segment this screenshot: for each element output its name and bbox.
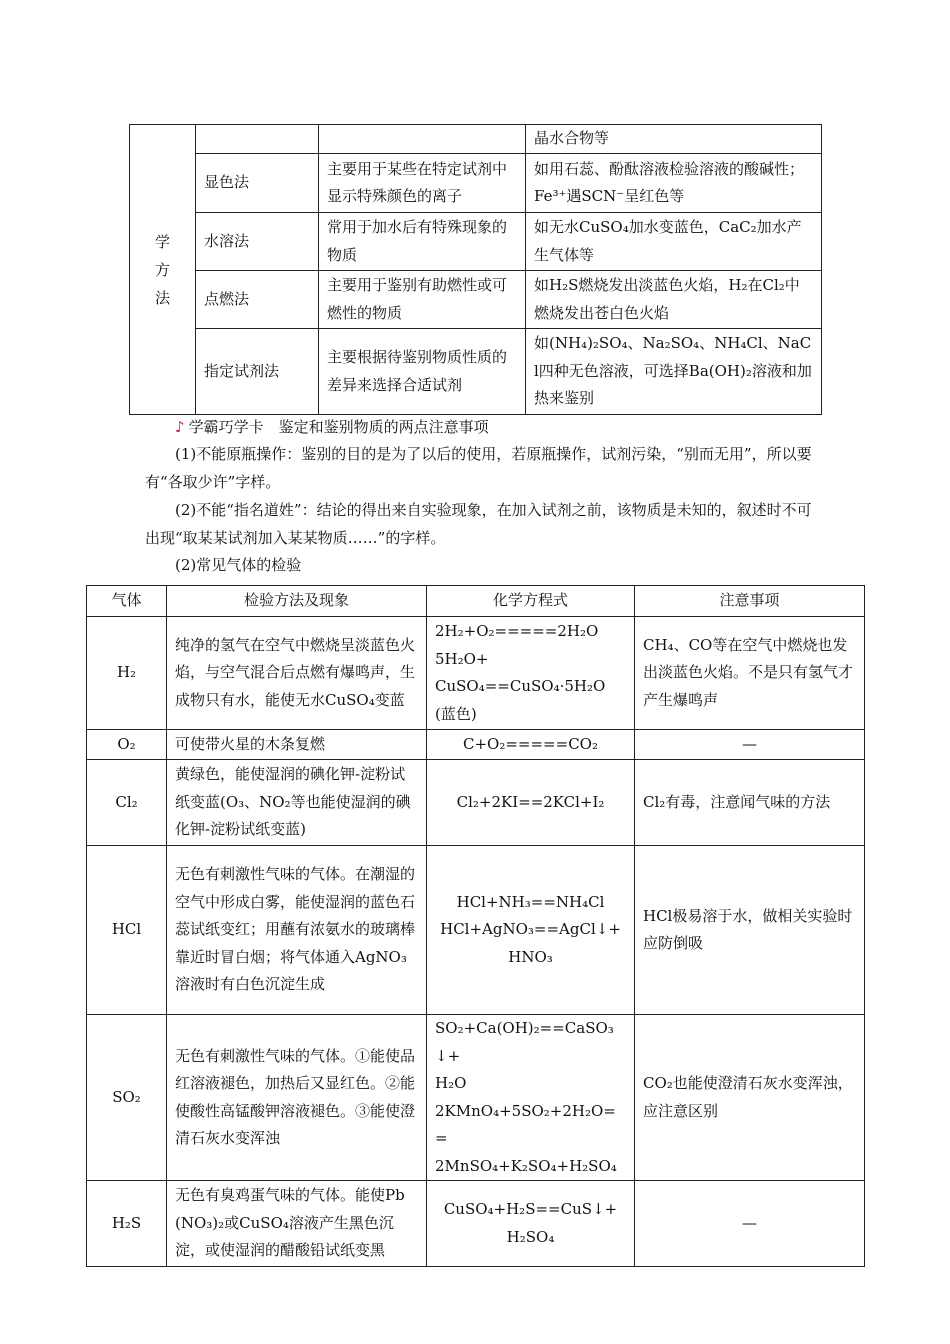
gas-detection-table bbox=[86, 585, 865, 1267]
method-example: 如(NH₄)₂SO₄、Na₂SO₄、NH₄Cl、NaCl四种无色溶液，可选择Ba(OH)₂溶液和加热来鉴别 bbox=[526, 329, 822, 415]
equation-cell: HCl+NH₃==NH₄Cl HCl+AgNO₃==AgCl↓+ HNO₃ bbox=[427, 846, 635, 1015]
method-use: 主要根据待鉴别物质性质的差异来选择合适试剂 bbox=[319, 329, 526, 415]
note-cell: CO₂也能使澄清石灰水变浑浊，应注意区别 bbox=[635, 1015, 865, 1181]
table-row bbox=[87, 730, 865, 760]
gas-cell: SO₂ bbox=[87, 1015, 167, 1181]
method-use: 常用于加水后有特殊现象的物质 bbox=[319, 213, 526, 271]
method-cell: 无色有刺激性气味的气体。在潮湿的空气中形成白雾，能使湿润的蓝色石蕊试纸变红；用蘸有浓氨水的玻璃棒靠近时冒白烟；将气体通入AgNO₃溶液时有白色沉淀生成 bbox=[167, 846, 427, 1015]
equation-cell: SO₂+Ca(OH)₂==CaSO₃↓+ H₂O 2KMnO₄+5SO₂+2H₂O== 2MnSO₄+K₂SO₄+H₂SO₄ bbox=[427, 1015, 635, 1181]
method-name bbox=[196, 125, 319, 154]
category-label: 学 方 法 bbox=[154, 232, 170, 307]
method-cell: 无色有刺激性气味的气体。①能使品红溶液褪色，加热后又显红色。②能使酸性高锰酸钾溶液褪色。③能使澄清石灰水变浑浊 bbox=[167, 1015, 427, 1181]
tip-title: 学霸巧学卡 鉴定和鉴别物质的两点注意事项 bbox=[188, 418, 489, 436]
method-example: 晶水合物等 bbox=[526, 125, 822, 154]
note-cell: HCl极易溶于水，做相关实验时应防倒吸 bbox=[635, 846, 865, 1015]
equation-cell: 2H₂+O₂=====2H₂O 5H₂O+ CuSO₄==CuSO₄·5H₂O(蓝色) bbox=[427, 617, 635, 730]
tip-paragraph-2: (2)不能“指名道姓”：结论的得出来自实验现象，在加入试剂之前，该物质是未知的，叙述时不可出现“取某某试剂加入某某物质……”的字样。 bbox=[145, 501, 812, 547]
method-example: 如H₂S燃烧发出淡蓝色火焰，H₂在Cl₂中燃烧发出苍白色火焰 bbox=[526, 271, 822, 329]
method-name: 点燃法 bbox=[196, 271, 319, 329]
category-cell bbox=[130, 125, 196, 415]
method-example: 如无水CuSO₄加水变蓝色，CaC₂加水产生气体等 bbox=[526, 213, 822, 271]
note-cell: CH₄、CO等在空气中燃烧也发出淡蓝色火焰。不是只有氢气才产生爆鸣声 bbox=[635, 617, 865, 730]
gas-cell: H₂S bbox=[87, 1181, 167, 1267]
note-cell: — bbox=[635, 730, 865, 760]
method-use: 主要用于鉴别有助燃性或可燃性的物质 bbox=[319, 271, 526, 329]
equation-cell: CuSO₄+H₂S==CuS↓+ H₂SO₄ bbox=[427, 1181, 635, 1267]
gas-cell: H₂ bbox=[87, 617, 167, 730]
method-cell: 纯净的氢气在空气中燃烧呈淡蓝色火焰，与空气混合后点燃有爆鸣声，生成物只有水，能使无水CuSO₄变蓝 bbox=[167, 617, 427, 730]
table-row bbox=[87, 1015, 865, 1181]
tip-icon: ♪ bbox=[175, 418, 185, 436]
table-row bbox=[87, 846, 865, 1015]
header-equation: 化学方程式 bbox=[427, 586, 635, 617]
note-cell: Cl₂有毒，注意闻气味的方法 bbox=[635, 760, 865, 846]
method-name: 水溶法 bbox=[196, 213, 319, 271]
note-cell: — bbox=[635, 1181, 865, 1267]
tip-heading bbox=[175, 414, 489, 441]
method-use: 主要用于某些在特定试剂中显示特殊颜色的离子 bbox=[319, 154, 526, 213]
identification-methods-table bbox=[129, 124, 822, 415]
method-use bbox=[319, 125, 526, 154]
method-cell: 可使带火星的木条复燃 bbox=[167, 730, 427, 760]
equation-cell: C+O₂=====CO₂ bbox=[427, 730, 635, 760]
header-gas: 气体 bbox=[87, 586, 167, 617]
gas-cell: HCl bbox=[87, 846, 167, 1015]
equation-cell: Cl₂+2KI==2KCl+I₂ bbox=[427, 760, 635, 846]
tip-paragraph-1: (1)不能原瓶操作：鉴别的目的是为了以后的使用，若原瓶操作，试剂污染，“别而无用”，所以要有“各取少许”字样。 bbox=[145, 445, 812, 491]
section-title: (2)常见气体的检验 bbox=[175, 556, 302, 574]
header-note: 注意事项 bbox=[635, 586, 865, 617]
table-row bbox=[87, 760, 865, 846]
method-cell: 黄绿色，能使湿润的碘化钾-淀粉试纸变蓝(O₃、NO₂等也能使湿润的碘化钾-淀粉试纸变蓝) bbox=[167, 760, 427, 846]
method-name: 指定试剂法 bbox=[196, 329, 319, 415]
gas-cell: O₂ bbox=[87, 730, 167, 760]
method-cell: 无色有臭鸡蛋气味的气体。能使Pb(NO₃)₂或CuSO₄溶液产生黑色沉淀，或使湿润的醋酸铅试纸变黑 bbox=[167, 1181, 427, 1267]
header-method: 检验方法及现象 bbox=[167, 586, 427, 617]
method-name: 显色法 bbox=[196, 154, 319, 213]
gas-cell: Cl₂ bbox=[87, 760, 167, 846]
table-row bbox=[87, 617, 865, 730]
table-row bbox=[87, 1181, 865, 1267]
method-example: 如用石蕊、酚酞溶液检验溶液的酸碱性；Fe³⁺遇SCN⁻呈红色等 bbox=[526, 154, 822, 213]
